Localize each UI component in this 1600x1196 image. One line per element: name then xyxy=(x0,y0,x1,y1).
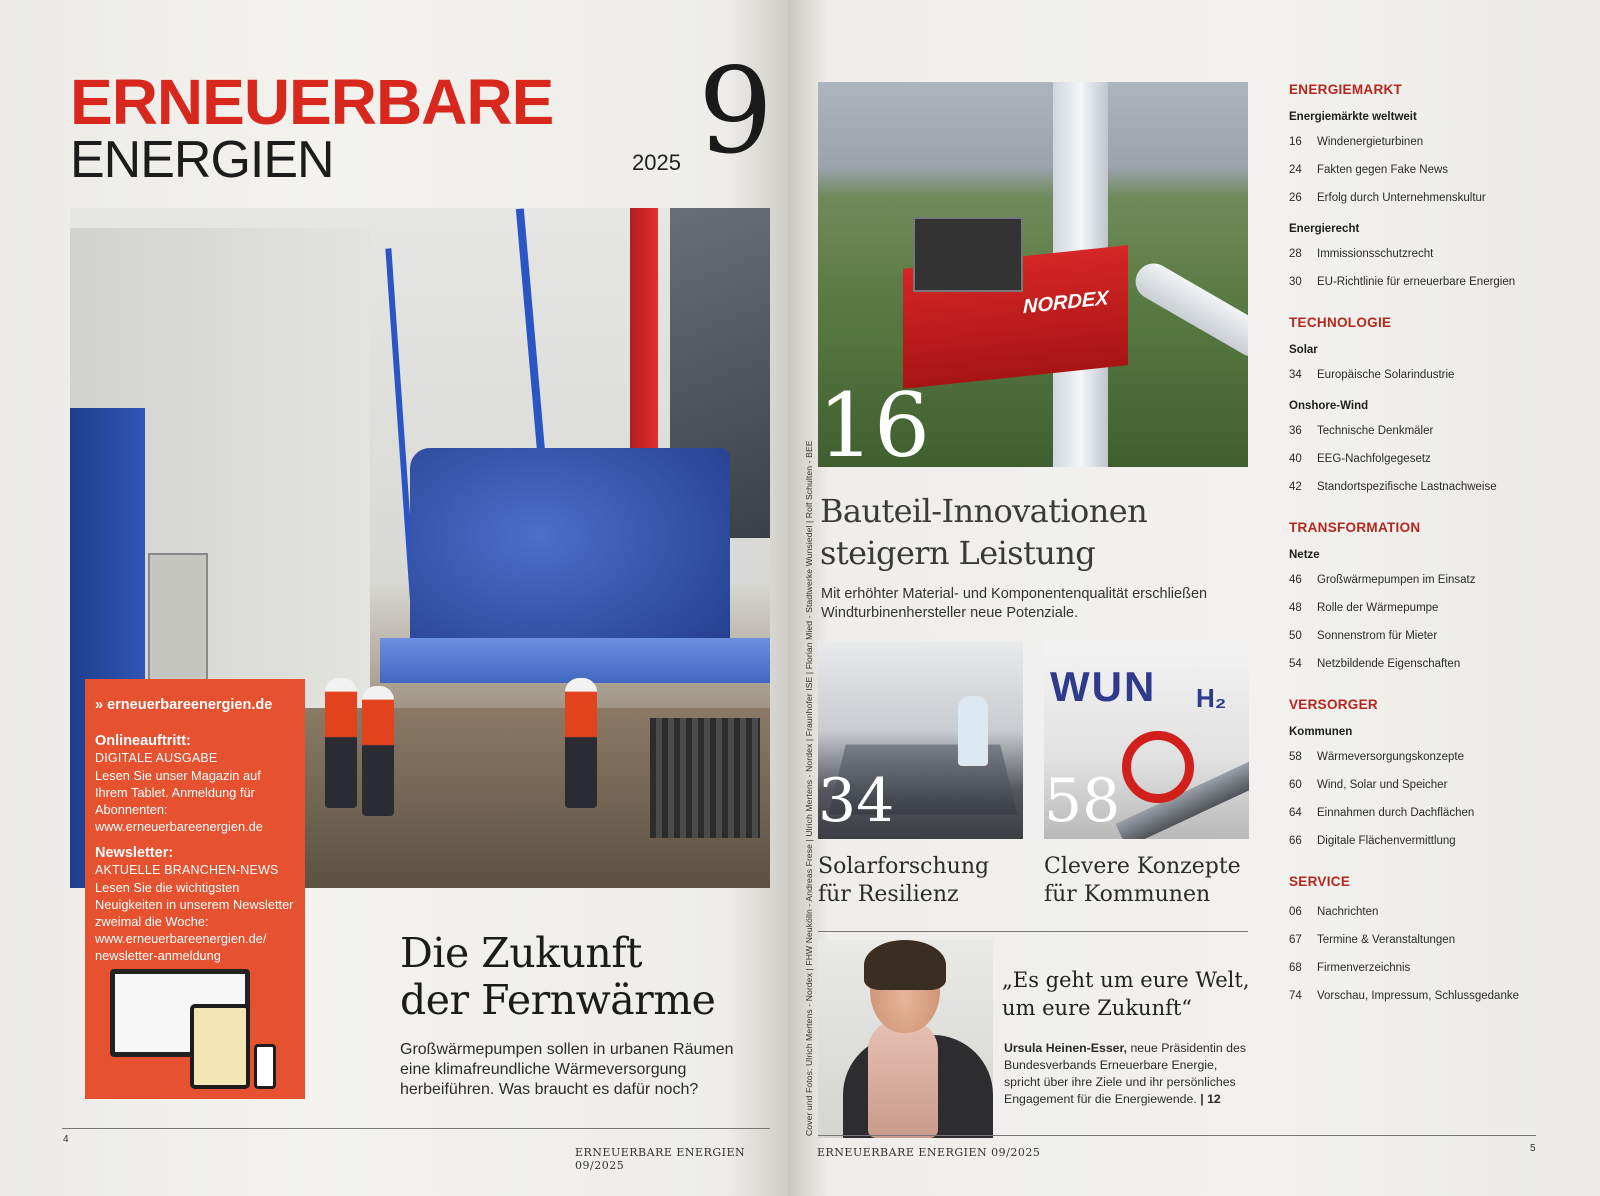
toc-entry[interactable] xyxy=(1289,599,1579,627)
toc-entry-title: Wind, Solar und Speicher xyxy=(1317,779,1448,791)
toc-entry-page: 40 xyxy=(1289,453,1302,465)
quote-line-1: „Es geht um eure Welt, xyxy=(1002,968,1250,992)
toc-entry-title: Digitale Flächenvermittlung xyxy=(1317,835,1456,847)
article-photo-solar-lab xyxy=(818,641,1023,839)
article-title-line-1: Clevere Konzepte xyxy=(1044,854,1241,879)
toc-entry-title: Fakten gegen Fake News xyxy=(1317,164,1449,176)
promo-newsletter-subheading: AKTUELLE BRANCHEN-NEWS xyxy=(95,863,279,877)
toc-subheading: Energiemärkte weltweit xyxy=(1289,111,1417,123)
toc-entry[interactable] xyxy=(1289,189,1579,217)
toc-entry[interactable] xyxy=(1289,931,1579,959)
toc-entry-page: 58 xyxy=(1289,751,1302,763)
article-photo-wind-turbine xyxy=(818,82,1248,467)
toc-section-heading: TECHNOLOGIE xyxy=(1289,315,1392,330)
toc-entry-title: Rolle der Wärmepumpe xyxy=(1317,602,1439,614)
toc-entry-page: 06 xyxy=(1289,906,1302,918)
promo-box xyxy=(85,679,305,1099)
issue-year: 2025 xyxy=(632,150,681,175)
article-title-line-1: Solarforschung xyxy=(818,854,990,879)
toc-entry-page: 67 xyxy=(1289,934,1302,946)
toc-section xyxy=(1289,315,1579,506)
devices-illustration xyxy=(110,969,300,1089)
toc-entry[interactable] xyxy=(1289,748,1579,776)
footer-magazine-title: ERNEUERBARE ENERGIEN 09/2025 xyxy=(817,1146,1041,1159)
article-page-number: 16 xyxy=(818,374,930,467)
toc-entry-title: Windenergieturbinen xyxy=(1317,136,1424,148)
interview-teaser xyxy=(1004,1040,1249,1108)
article-title xyxy=(820,490,1147,574)
toc-entry-title: Europäische Solarindustrie xyxy=(1317,369,1455,381)
toc-entry-title: Wärmeversorgungskonzepte xyxy=(1317,751,1465,763)
toc-entry-page: 46 xyxy=(1289,574,1302,586)
toc-entry[interactable] xyxy=(1289,450,1579,478)
toc-subheading: Solar xyxy=(1289,344,1318,356)
toc-entry[interactable] xyxy=(1289,571,1579,599)
toc-subheading: Onshore-Wind xyxy=(1289,400,1369,412)
quote-line-2: um eure Zukunft“ xyxy=(1002,996,1193,1020)
toc-entry-title: Firmenverzeichnis xyxy=(1317,962,1411,974)
toc-entry-page: 28 xyxy=(1289,248,1302,260)
article-title-solar xyxy=(818,853,989,909)
portrait-hair xyxy=(864,940,946,990)
toc-entry-page: 34 xyxy=(1289,369,1302,381)
footer-rule xyxy=(62,1128,770,1129)
photo-heat-pump-unit xyxy=(410,448,730,668)
article-page-number: 34 xyxy=(818,766,895,836)
toc-entry-title: Immissionsschutzrecht xyxy=(1317,248,1434,260)
photo-lifting-frame xyxy=(380,638,770,683)
toc-entry-title: EEG-Nachfolgegesetz xyxy=(1317,453,1431,465)
article-title-municipalities xyxy=(1044,853,1241,909)
toc-entry-page: 42 xyxy=(1289,481,1302,493)
toc-section xyxy=(1289,874,1579,1015)
toc-entry-title: Nachrichten xyxy=(1317,906,1379,918)
toc-entry-page: 48 xyxy=(1289,602,1302,614)
toc-entry-title: Standortspezifische Lastnachweise xyxy=(1317,481,1497,493)
section-rule xyxy=(818,931,1248,932)
interviewee-name: Ursula Heinen-Esser, xyxy=(1004,1041,1128,1055)
interview-quote xyxy=(1002,966,1250,1022)
toc-section-heading: TRANSFORMATION xyxy=(1289,520,1421,535)
toc-entry[interactable] xyxy=(1289,478,1579,506)
table-of-contents xyxy=(1289,82,1579,1029)
toc-entry-title: Technische Denkmäler xyxy=(1317,425,1434,437)
toc-subheading: Energierecht xyxy=(1289,223,1360,235)
article-title-line-1: Bauteil-Innovationen xyxy=(820,492,1148,530)
lead-article-teaser: Großwärmepumpen sollen in urbanen Räumen eine klimafreundliche Wärmeversorgung herbeiführen. Was braucht es dafür noch? xyxy=(400,1041,734,1098)
toc-section-heading: SERVICE xyxy=(1289,874,1351,889)
toc-entry-page: 16 xyxy=(1289,136,1302,148)
left-page xyxy=(0,0,788,1196)
toc-section-heading: VERSORGER xyxy=(1289,697,1378,712)
toc-entry-page: 50 xyxy=(1289,630,1302,642)
photo-sign-text: WUN xyxy=(1050,663,1157,710)
toc-entry[interactable] xyxy=(1289,903,1579,931)
toc-entry-title: Einnahmen durch Dachflächen xyxy=(1317,807,1475,819)
toc-entry-page: 54 xyxy=(1289,658,1302,670)
article-title-line-2: steigern Leistung xyxy=(820,534,1096,572)
promo-newsletter-text: Lesen Sie die wichtigsten Neuigkeiten in unserem Newsletter zweimal die Woche: www.erneuerbareenergien.de/ newsletter-anmeldung xyxy=(95,880,294,963)
article-photo-hydrogen xyxy=(1044,641,1249,839)
toc-entry[interactable] xyxy=(1289,273,1579,301)
issue-number: 9 xyxy=(698,42,774,180)
lead-title-line-1: Die Zukunft xyxy=(400,929,642,977)
page-folio: 4 xyxy=(63,1134,69,1145)
promo-online-text: Lesen Sie unser Magazin auf Ihrem Tablet. Anmeldung für Abonnenten: www.erneuerbareenergien.de xyxy=(95,768,263,834)
photo-sign-sub: H₂ xyxy=(1196,683,1227,713)
toc-entry-title: Sonnenstrom für Mieter xyxy=(1317,630,1438,642)
promo-online-subheading: DIGITALE AUSGABE xyxy=(95,751,218,765)
toc-section xyxy=(1289,82,1579,301)
nacelle-brand-logo: NORDEX xyxy=(1023,287,1109,319)
masthead-line-2: ENERGIEN xyxy=(70,131,334,189)
photo-rotor-blade xyxy=(1129,257,1248,363)
promo-url-link[interactable]: » erneuerbareenergien.de xyxy=(95,697,273,713)
toc-entry-page: 24 xyxy=(1289,164,1302,176)
interview-portrait xyxy=(818,940,993,1138)
footer-rule xyxy=(818,1135,1536,1136)
footer-magazine-title: ERNEUERBARE ENERGIEN 09/2025 xyxy=(575,1146,746,1172)
masthead-line-1: ERNEUERBARE xyxy=(70,66,554,138)
toc-entry[interactable] xyxy=(1289,655,1579,683)
interview-page-ref: | 12 xyxy=(1196,1092,1221,1106)
toc-entry-page: 66 xyxy=(1289,835,1302,847)
toc-entry-page: 26 xyxy=(1289,192,1302,204)
toc-entry[interactable] xyxy=(1289,804,1579,832)
toc-entry[interactable] xyxy=(1289,959,1579,987)
photo-valve xyxy=(1122,731,1194,803)
article-page-number: 58 xyxy=(1044,766,1121,836)
toc-entry[interactable] xyxy=(1289,245,1579,273)
photo-credits: Cover und Fotos: Ulrich Mertens - Nordex | FHW Neukölln - Andreas Frese | Ulrich Mertens - Nordex | Fraunhofer ISE | Florian Mied - Stadtwerke Wunsiedel | Rolf Schulten - BEE xyxy=(804,440,814,1136)
photo-nacelle-panel xyxy=(913,217,1023,292)
toc-subheading: Netze xyxy=(1289,549,1320,561)
toc-section xyxy=(1289,697,1579,860)
toc-entry-page: 36 xyxy=(1289,425,1302,437)
toc-entry-page: 64 xyxy=(1289,807,1302,819)
photo-worker xyxy=(362,686,394,816)
phone-icon xyxy=(254,1044,276,1089)
toc-entry-title: Termine & Veranstaltungen xyxy=(1317,934,1456,946)
toc-entry[interactable] xyxy=(1289,987,1579,1015)
article-title-line-2: für Resilienz xyxy=(818,882,959,907)
article-title-line-2: für Kommunen xyxy=(1044,882,1211,907)
tablet-icon xyxy=(190,1004,250,1089)
page-folio: 5 xyxy=(1530,1143,1536,1154)
promo-online-heading: Onlineauftritt: xyxy=(95,733,191,749)
toc-entry-title: Großwärmepumpen im Einsatz xyxy=(1317,574,1476,586)
article-teaser: Mit erhöhter Material- und Komponentenqualität erschließen Windturbinenhersteller neue Potenziale. xyxy=(821,586,1208,621)
toc-section xyxy=(1289,520,1579,683)
toc-entry[interactable] xyxy=(1289,366,1579,394)
toc-entry-page: 74 xyxy=(1289,990,1302,1002)
toc-entry-title: Netzbildende Eigenschaften xyxy=(1317,658,1461,670)
photo-worker xyxy=(325,678,357,808)
toc-entry[interactable] xyxy=(1289,832,1579,860)
toc-entry[interactable] xyxy=(1289,133,1579,161)
toc-entry-title: EU-Richtlinie für erneuerbare Energien xyxy=(1317,276,1516,288)
promo-newsletter-heading: Newsletter: xyxy=(95,845,174,861)
toc-entry[interactable] xyxy=(1289,161,1579,189)
photo-worker xyxy=(565,678,597,808)
toc-subheading: Kommunen xyxy=(1289,726,1353,738)
photo-researcher xyxy=(958,696,988,766)
toc-entry-page: 60 xyxy=(1289,779,1302,791)
toc-entry-title: Vorschau, Impressum, Schlussgedanke xyxy=(1317,990,1519,1002)
lead-article-title xyxy=(400,930,715,1024)
photo-pallet xyxy=(650,718,760,838)
toc-entry-title: Erfolg durch Unternehmenskultur xyxy=(1317,192,1486,204)
toc-entry[interactable] xyxy=(1289,776,1579,804)
interview-teaser-text: neue Präsidentin des Bundesverbands Erneuerbare Energie, spricht über ihre Ziele und ihr persönliches Engagement für die Energiewende. xyxy=(1004,1041,1246,1106)
toc-entry[interactable] xyxy=(1289,422,1579,450)
toc-entry-page: 30 xyxy=(1289,276,1302,288)
portrait-scarf xyxy=(868,1020,938,1138)
toc-entry[interactable] xyxy=(1289,627,1579,655)
lead-title-line-2: der Fernwärme xyxy=(400,976,716,1024)
toc-entry-page: 68 xyxy=(1289,962,1302,974)
toc-section-heading: ENERGIEMARKT xyxy=(1289,82,1403,97)
